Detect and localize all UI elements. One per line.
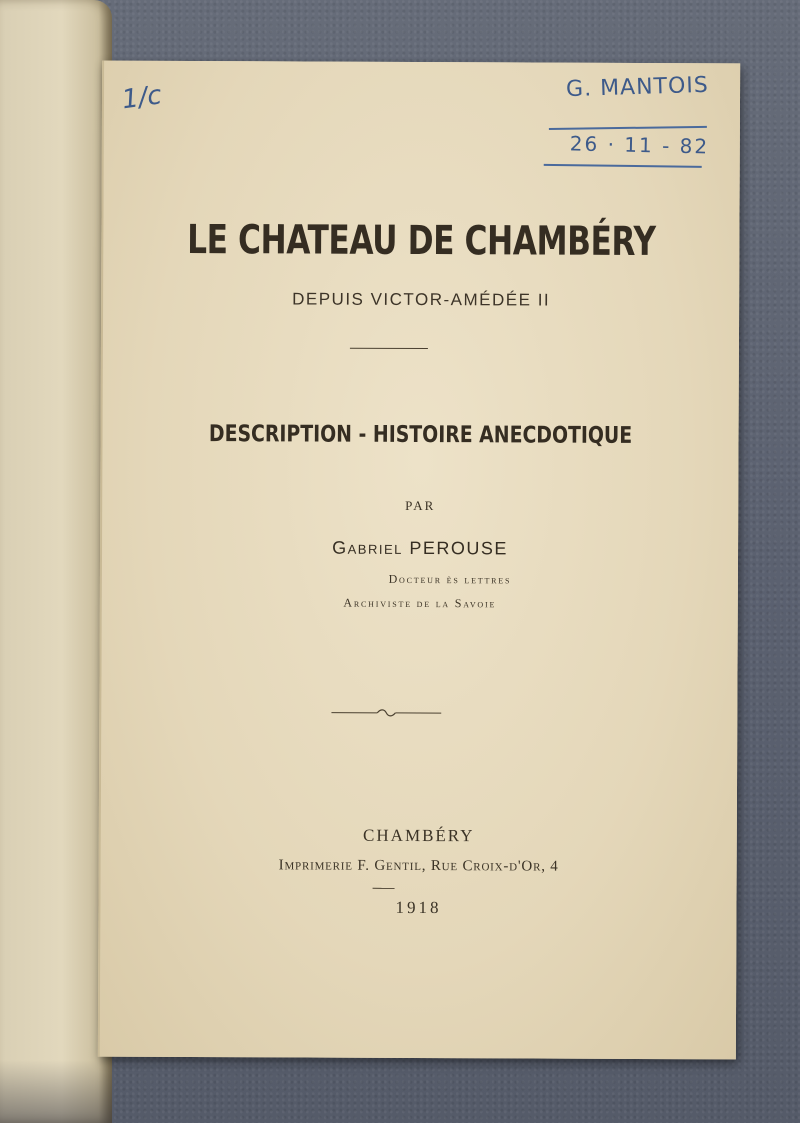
author-last-name: PEROUSE <box>409 537 508 559</box>
main-title: LE CHATEAU DE CHAMBÉRY <box>187 216 656 266</box>
handwritten-underline <box>544 164 702 168</box>
publication-year: 1918 <box>395 897 442 918</box>
handwritten-underline <box>549 126 707 130</box>
handwritten-corner-mark: 1/c <box>120 80 164 116</box>
by-label: PAR <box>405 497 436 514</box>
publication-city: CHAMBÉRY <box>363 825 475 846</box>
printer-line: Imprimerie F. Gentil, Rue Croix-d'Or, 4 <box>278 857 559 875</box>
subtitle: DEPUIS VICTOR-AMÉDÉE II <box>292 289 551 310</box>
author-first-name: Gabriel <box>332 537 403 558</box>
handwritten-date: 26 · 11 - 82 <box>569 131 710 159</box>
author-credential: Archiviste de la Savoie <box>343 595 497 611</box>
handwritten-owner-name: G. MANTOIS <box>565 72 710 103</box>
divider-rule <box>350 348 428 349</box>
divider-rule <box>373 888 395 889</box>
page-shadow <box>0 1060 112 1123</box>
facing-page <box>0 0 112 1123</box>
ornament-divider <box>331 708 441 718</box>
author-credential: Docteur ès lettres <box>388 571 512 587</box>
author-name <box>102 537 738 561</box>
section-title: DESCRIPTION - HISTOIRE ANECDOTIQUE <box>208 421 633 449</box>
title-page <box>98 61 740 1060</box>
